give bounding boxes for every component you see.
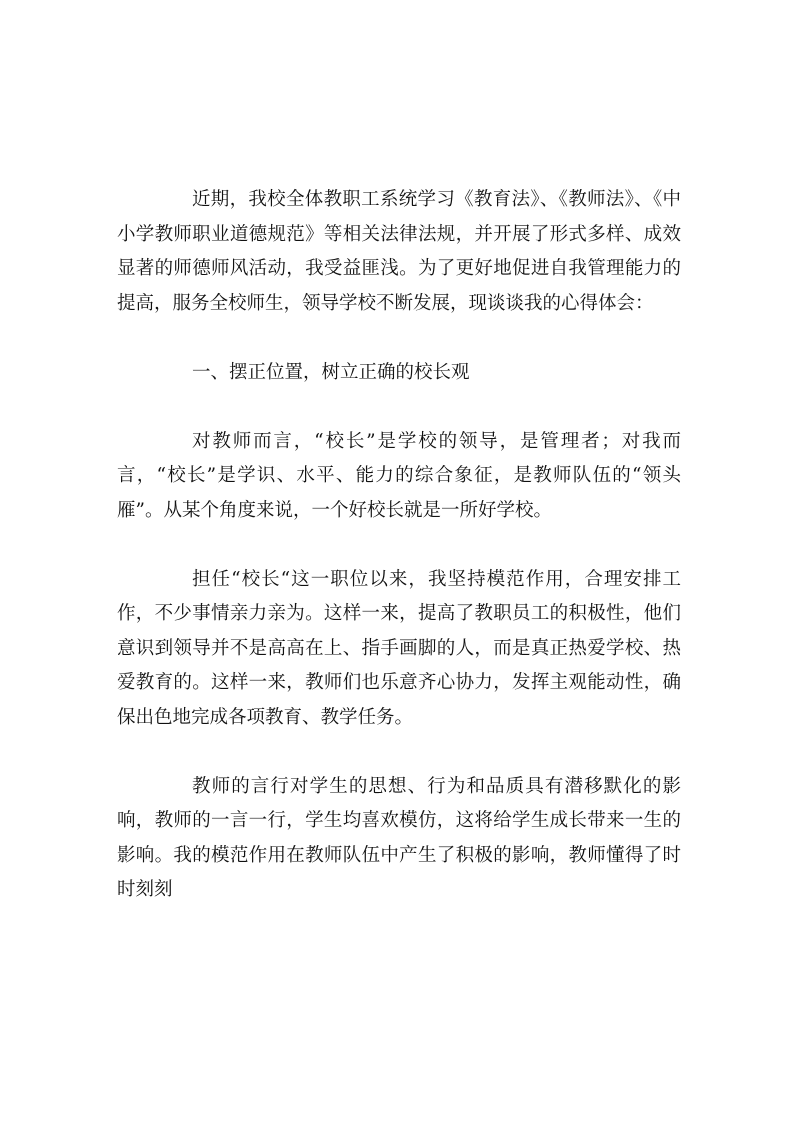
paragraph-principal-role: 对教师而言，“校长”是学校的领导，是管理者；对我而言，“校长”是学识、水平、能力的综合象征，是教师队伍的“领头雁”。从某个角度来说，一个好校长就是一所好学校。: [117, 430, 681, 521]
paragraph-intro: 近期，我校全体教职工系统学习《教育法》、《教师法》、《中小学教师职业道德规范》等相关法律法规，并开展了形式多样、成效显著的师德师风活动，我受益匪浅。为了更好地促进自我管理能力的提高，服务全校师生，领导学校不断发展，现谈谈我的心得体会：: [117, 189, 681, 314]
paragraph-leading-example: 担任“校长“这一职位以来，我坚持模范作用，合理安排工作，不少事情亲力亲为。这样一来，提高了教职员工的积极性，他们意识到领导并不是高高在上、指手画脚的人，而是真正热爱学校、热爱教育的。这样一来，教师们也乐意齐心协力，发挥主观能动性，确保出色地完成各项教育、教学任务。: [117, 568, 681, 728]
section-heading: 一、摆正位置，树立正确的校长观: [192, 361, 470, 383]
document-body: [117, 183, 681, 942]
paragraph-teacher-influence: 教师的言行对学生的思想、行为和品质具有潜移默化的影响，教师的一言一行，学生均喜欢模仿，这将给学生成长带来一生的影响。我的模范作用在教师队伍中产生了积极的影响，教师懂得了时时刻刻: [117, 775, 681, 900]
